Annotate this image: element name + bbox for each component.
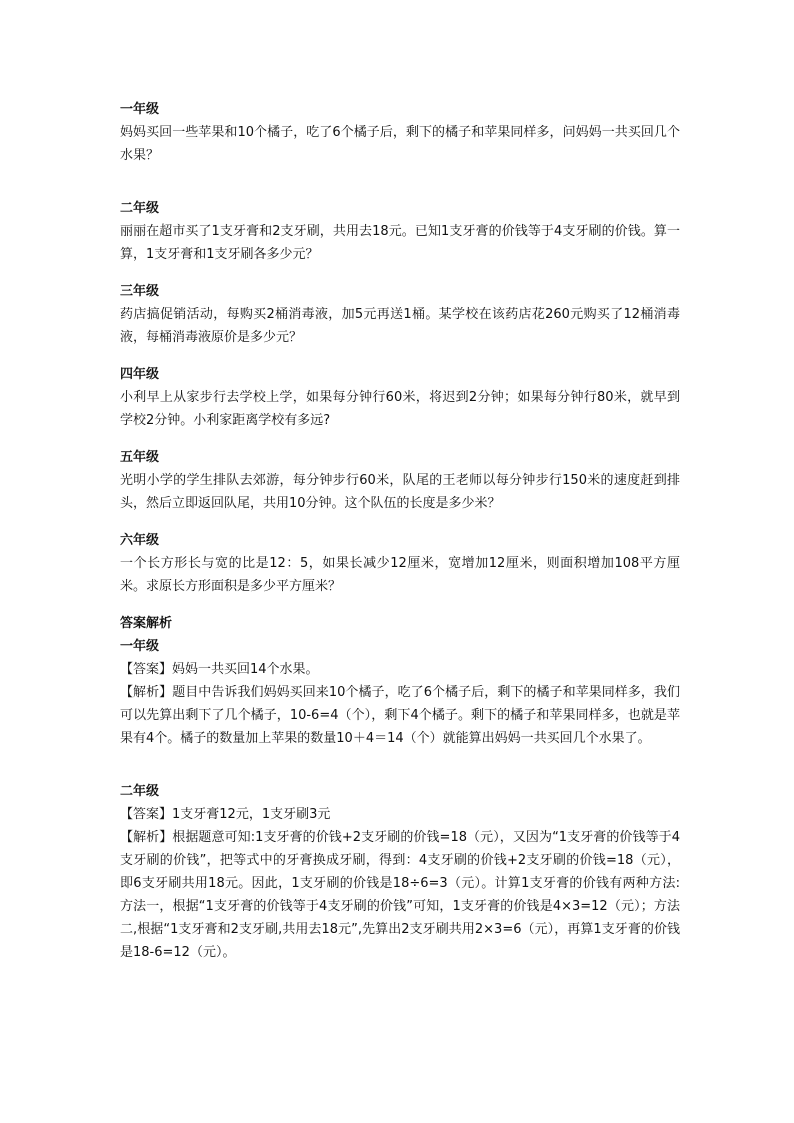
question-grade-6: [120, 529, 680, 598]
question-grade-1: [120, 98, 680, 167]
grade-heading: 一年级: [120, 102, 160, 117]
question-grade-3: [120, 280, 680, 349]
answer-text: 【答案】1支牙膏12元，1支牙刷3元: [120, 807, 331, 822]
document-page: [120, 98, 680, 964]
question-text: 药店搞促销活动，每购买2桶消毒液，加5元再送1桶。某学校在该药店花260元购买了12桶消毒液，每桶消毒液原价是多少元？: [120, 307, 680, 345]
question-text: 丽丽在超市买了1支牙膏和2支牙刷，共用去18元。已知1支牙膏的价钱等于4支牙刷的价钱。算一算，1支牙膏和1支牙刷各多少元？: [120, 224, 680, 262]
answers-title: 答案解析: [120, 616, 173, 631]
answer-grade-heading: 一年级: [120, 639, 160, 654]
grade-heading: 五年级: [120, 450, 160, 465]
analysis-text: 【解析】题目中告诉我们妈妈买回来10个橘子，吃了6个橘子后，剩下的橘子和苹果同样多，我们可以先算出剩下了几个橘子，10-6=4（个），剩下4个橘子。剩下的橘子和苹果同样多，也就是苹果有4个。橘子的数量加上苹果的数量10＋4＝14（个）就能算出妈妈一共买回几个水果了。: [120, 685, 680, 746]
grade-heading: 三年级: [120, 284, 160, 299]
question-text: 妈妈买回一些苹果和10个橘子，吃了6个橘子后，剩下的橘子和苹果同样多，问妈妈一共买回几个水果？: [120, 125, 680, 163]
grade-heading: 二年级: [120, 201, 160, 216]
question-grade-4: [120, 363, 680, 432]
question-text: 光明小学的学生排队去郊游，每分钟步行60米，队尾的王老师以每分钟步行150米的速度赶到排头，然后立即返回队尾，共用10分钟。这个队伍的长度是多少米？: [120, 473, 680, 511]
question-grade-2: [120, 197, 680, 266]
grade-heading: 六年级: [120, 533, 160, 548]
question-text: 一个长方形长与宽的比是12：5，如果长减少12厘米，宽增加12厘米，则面积增加108平方厘米。求原长方形面积是多少平方厘米？: [120, 556, 680, 594]
answers-grade-2: [120, 780, 680, 964]
question-grade-5: [120, 446, 680, 515]
answers-section: [120, 612, 680, 750]
answer-grade-heading: 二年级: [120, 784, 160, 799]
answer-text: 【答案】妈妈一共买回14个水果。: [120, 662, 319, 677]
analysis-text: 【解析】根据题意可知:1支牙膏的价钱+2支牙刷的价钱=18（元），又因为“1支牙膏的价钱等于4支牙刷的价钱”，把等式中的牙膏换成牙刷，得到：4支牙刷的价钱+2支牙刷的价钱=18（元），即6支牙刷共用18元。因此，1支牙刷的价钱是18÷6=3（元）。计算1支牙膏的价钱有两种方法:方法一，根据“1支牙膏的价钱等于4支牙刷的价钱”可知，1支牙膏的价钱是4×3=12（元）；方法二,根据“1支牙膏和2支牙刷,共用去18元”,先算出2支牙刷共用2×3=6（元），再算1支牙膏的价钱是18-6=12（元）。: [120, 830, 680, 960]
question-text: 小利早上从家步行去学校上学，如果每分钟行60米，将迟到2分钟；如果每分钟行80米，就早到学校2分钟。小利家距离学校有多远?: [120, 390, 680, 428]
grade-heading: 四年级: [120, 367, 160, 382]
